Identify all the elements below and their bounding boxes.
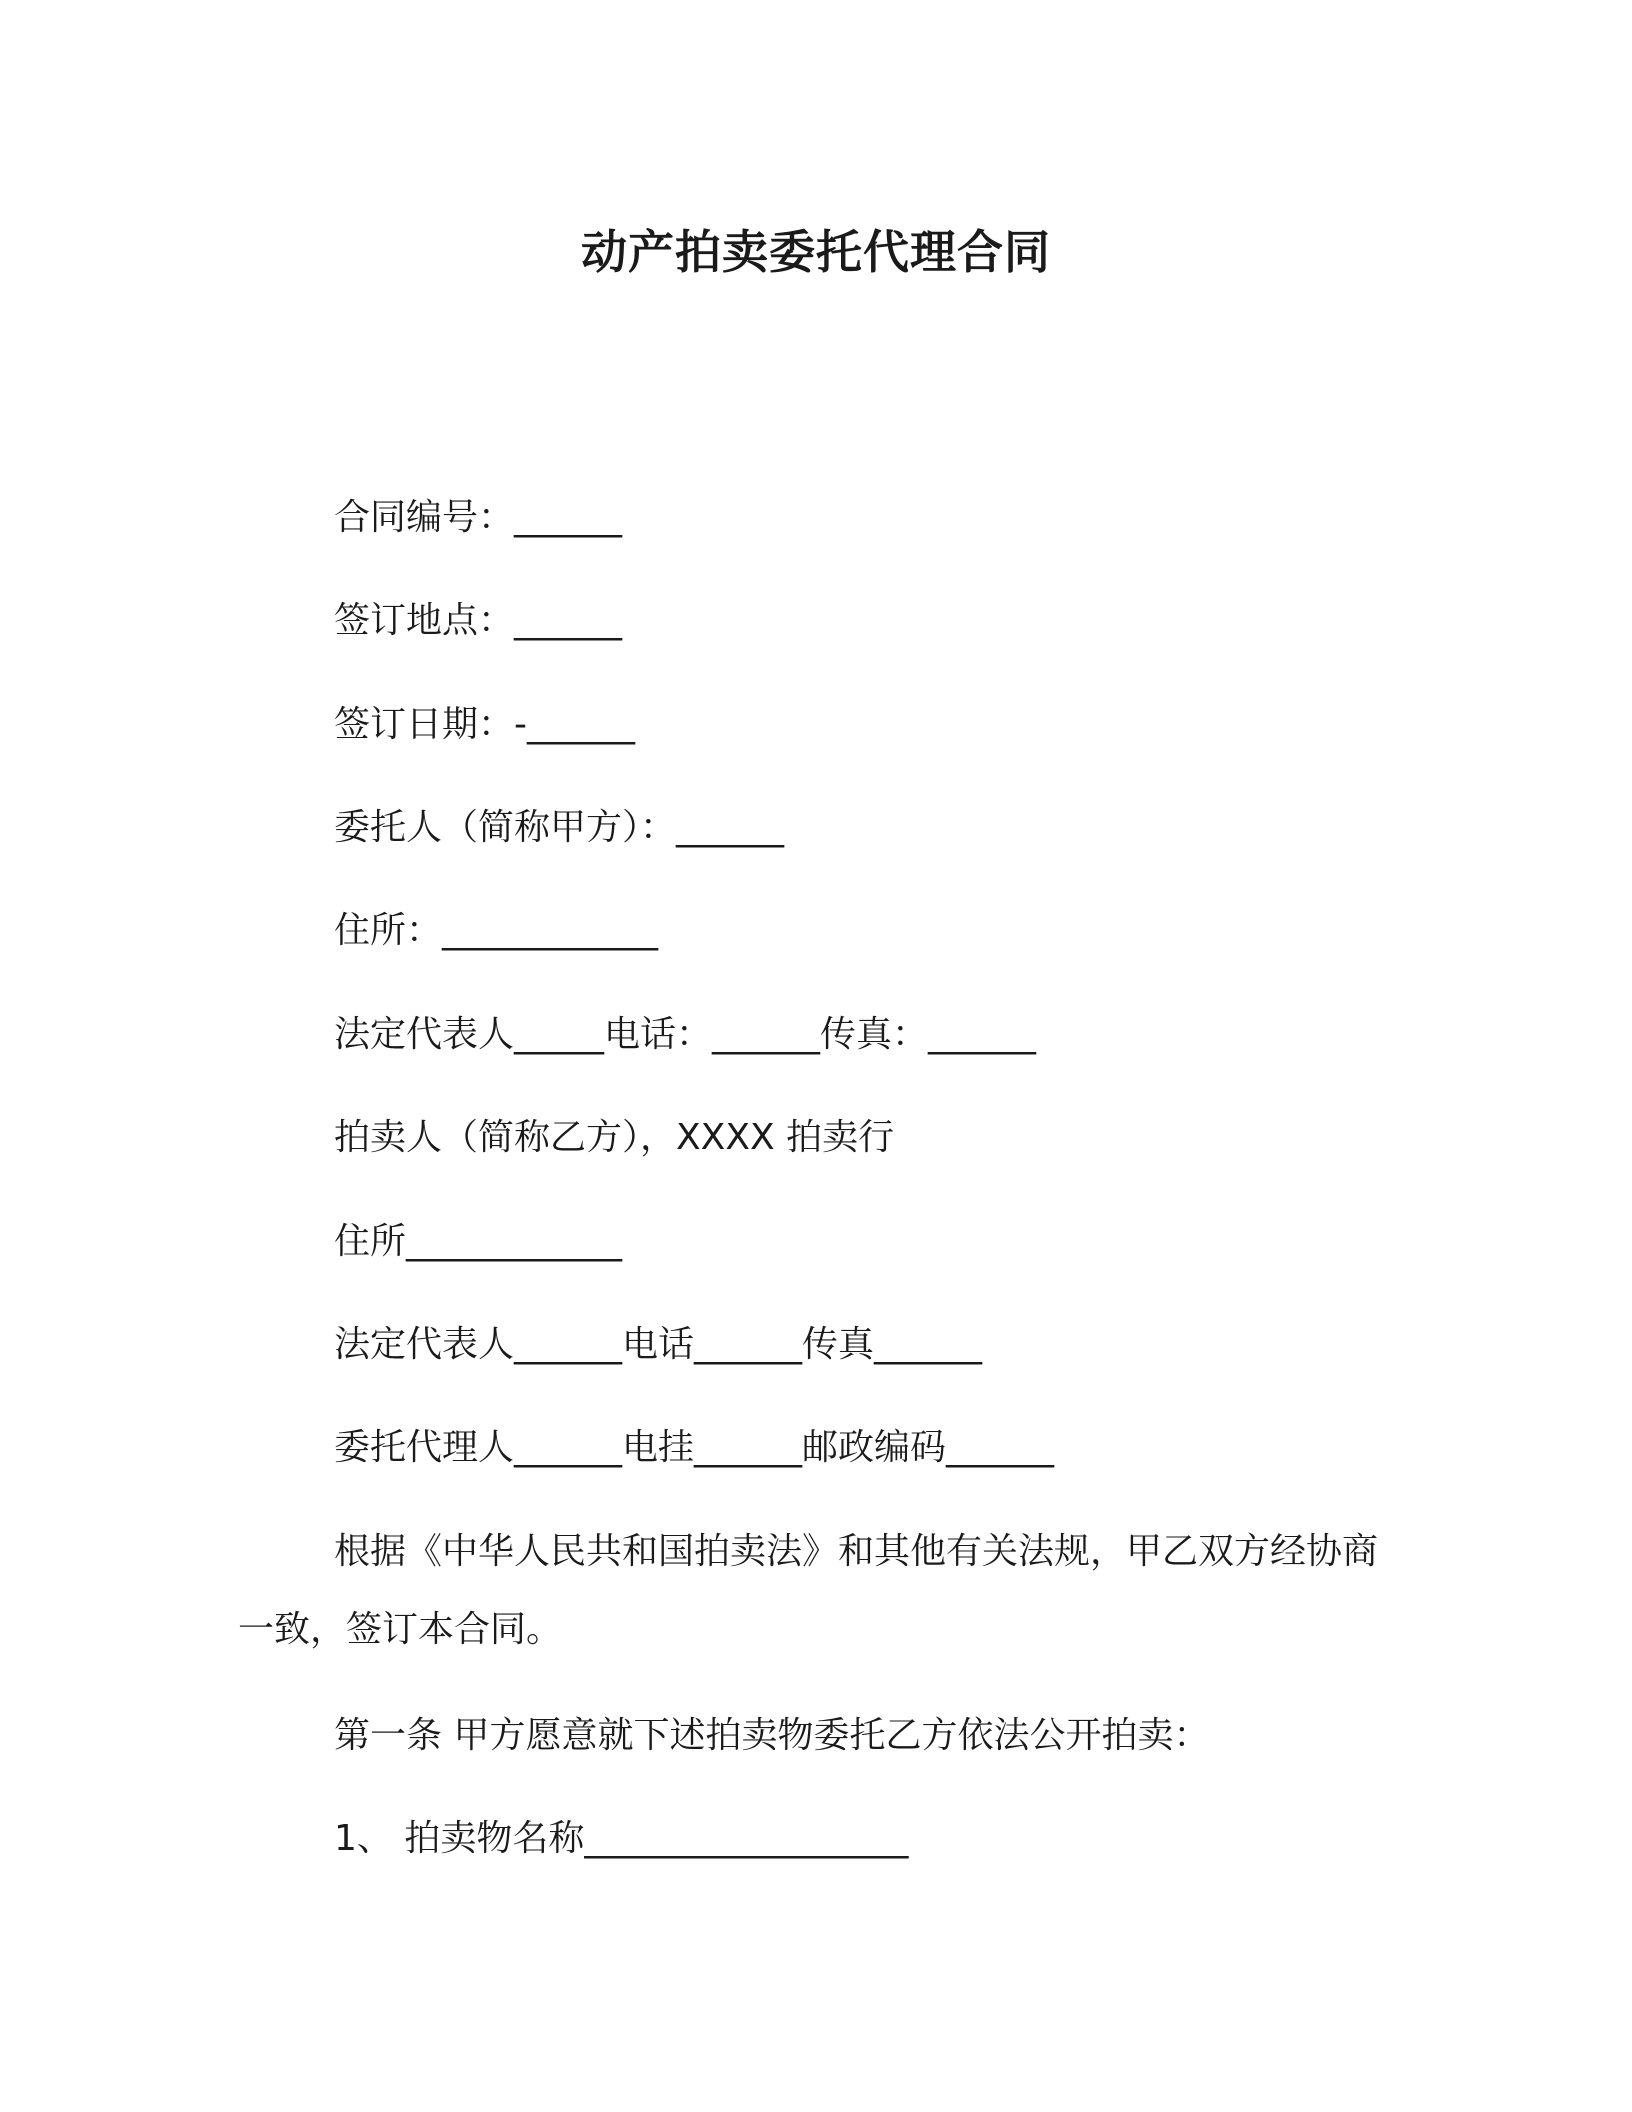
field-signing-place: 签订地点：______ bbox=[334, 600, 623, 641]
intro-paragraph: 根据《中华人民共和国拍卖法》和其他有关法规，甲乙双方经协商一致，签订本合同。 bbox=[238, 1531, 1379, 1650]
field-contract-number: 合同编号：______ bbox=[334, 497, 623, 538]
field-auctioneer-representative: 法定代表人______电话______传真______ bbox=[334, 1324, 983, 1365]
field-agent: 委托代理人______电挂______邮政编码______ bbox=[334, 1427, 1055, 1468]
item-1: 1、 拍卖物名称__________________ bbox=[334, 1818, 909, 1859]
field-signing-date: 签订日期：-______ bbox=[334, 704, 635, 745]
field-principal: 委托人（简称甲方）：______ bbox=[334, 807, 785, 848]
field-auctioneer: 拍卖人（简称乙方），XXXX 拍卖行 bbox=[334, 1117, 895, 1158]
field-principal-representative: 法定代表人_____电话：______传真：______ bbox=[334, 1014, 1037, 1055]
document-title: 动产拍卖委托代理合同 bbox=[581, 225, 1051, 279]
field-auctioneer-address: 住所____________ bbox=[334, 1221, 623, 1262]
article-1: 第一条 甲方愿意就下述拍卖物委托乙方依法公开拍卖： bbox=[334, 1715, 1210, 1756]
field-principal-address: 住所：____________ bbox=[334, 910, 659, 951]
